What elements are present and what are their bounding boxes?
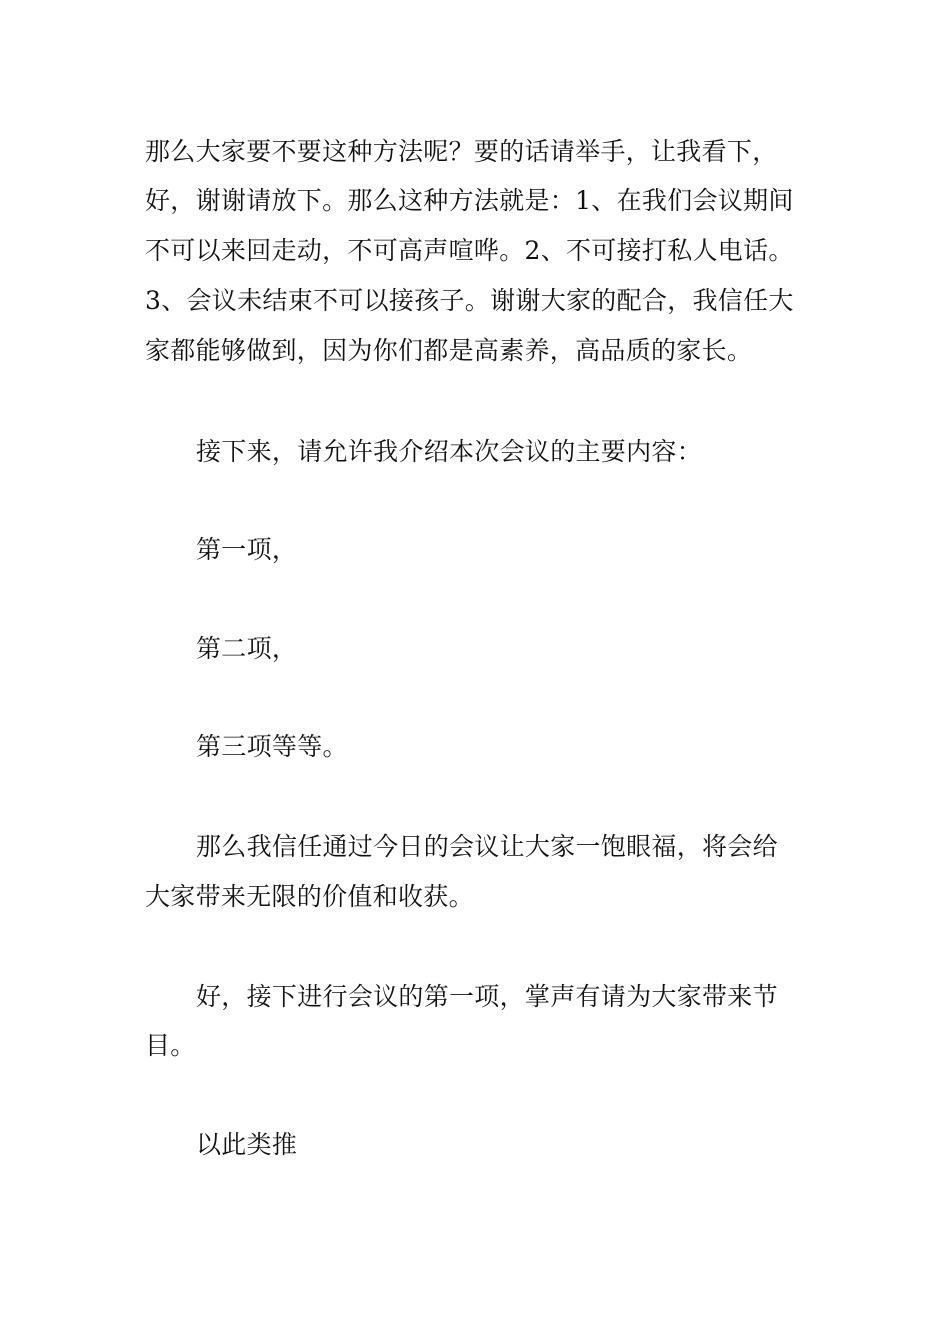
paragraph-7-line-2: 目。	[145, 1031, 196, 1060]
paragraph-1-line-3: 不可以来回走动，不可高声喧哗。2、不可接打私人电话。	[145, 236, 794, 265]
paragraph-6-line-1: 那么我信任通过今日的会议让大家一饱眼福，将会给	[196, 832, 778, 861]
paragraph-2-line-1: 接下来，请允许我介绍本次会议的主要内容：	[196, 437, 703, 466]
paragraph-6-line-2: 大家带来无限的价值和收获。	[145, 882, 474, 911]
paragraph-7-line-1: 好，接下进行会议的第一项，掌声有请为大家带来节	[196, 982, 778, 1011]
paragraph-1-line-4: 3、会议未结束不可以接孩子。谢谢大家的配合，我信任大	[145, 286, 794, 315]
paragraph-1-line-5: 家都能够做到，因为你们都是高素养，高品质的家长。	[145, 336, 753, 365]
paragraph-1-line-2: 好，谢谢请放下。那么这种方法就是：1、在我们会议期间	[145, 186, 794, 215]
paragraph-5-line-1: 第三项等等。	[196, 732, 348, 761]
paragraph-1-line-1: 那么大家要不要这种方法呢？要的话请举手，让我看下，	[145, 137, 778, 166]
paragraph-4-line-1: 第二项，	[196, 634, 298, 663]
paragraph-3-line-1: 第一项，	[196, 535, 298, 564]
paragraph-8-line-1: 以此类推	[196, 1130, 298, 1159]
